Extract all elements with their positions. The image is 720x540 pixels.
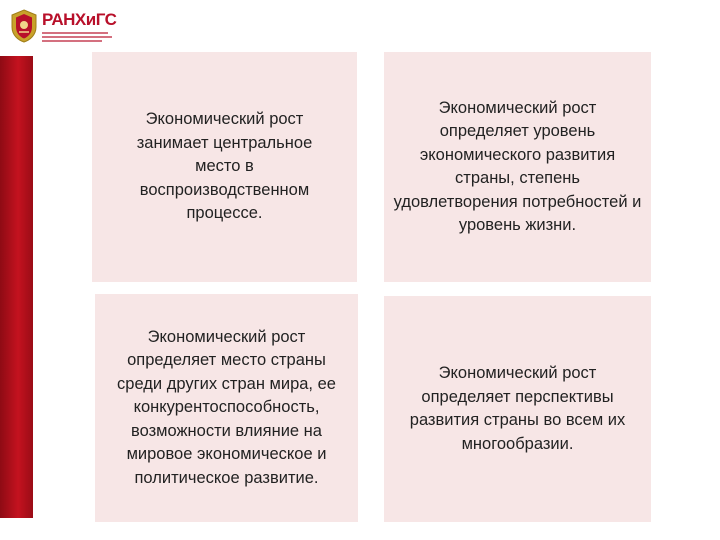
card-country-position	[95, 294, 358, 522]
card-central-place	[92, 52, 357, 282]
ranepa-logo	[10, 6, 120, 46]
card-text: Экономический рост определяет место страны среди других стран мира, ее конкурентоспособность, возможности влияние на мировое экономическое и политическое развитие.	[117, 327, 336, 487]
card-prospects	[384, 296, 651, 522]
card-text: Экономический рост определяет перспективы развития страны во всем их многообразии.	[409, 364, 626, 453]
card-text: Экономический рост определяет уровень экономического развития страны, степень удовлетворения потребностей и уровень жизни.	[393, 98, 642, 234]
card-text: Экономический рост занимает центральное место в воспроизводственном процессе.	[136, 110, 313, 223]
logo-subtitle	[42, 32, 116, 42]
card-development-level	[384, 52, 651, 282]
logo-name: РАНХиГС	[42, 9, 117, 29]
side-accent-bar	[0, 56, 33, 518]
emblem-icon	[10, 9, 38, 43]
